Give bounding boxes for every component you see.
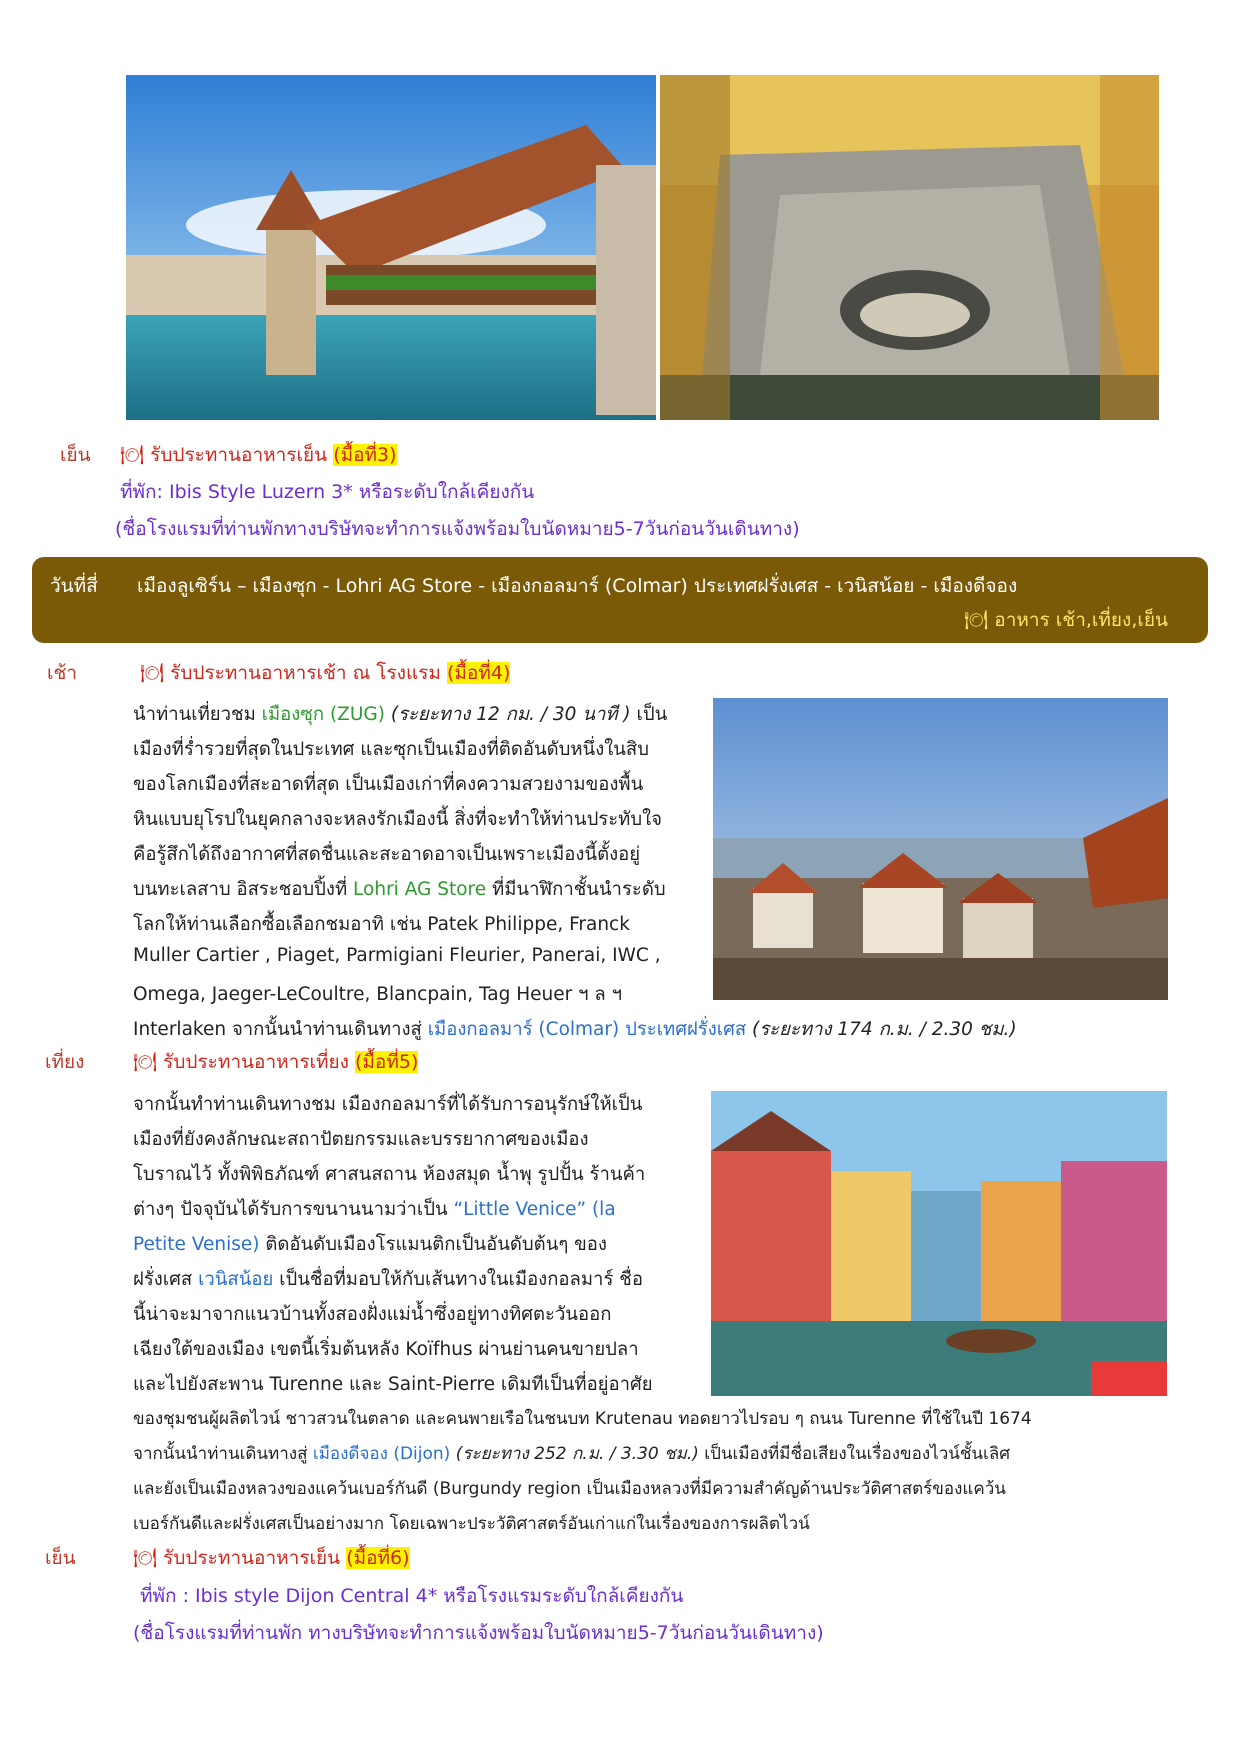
colmar-line-13: เบอร์กันดีและฝรั่งเศสเป็นอย่างมาก โดยเฉพาะประวัติศาสตร์อันเก่าแก่ในเรื่องของการผลิตไวน์ — [133, 1514, 810, 1534]
zug-line-4: หินแบบยุโรปในยุคกลางจะหลงรักเมืองนี้ สิ่งที่จะทำให้ท่านประทับใจ — [133, 809, 662, 830]
meal-number: (มื้อที่4) — [447, 662, 511, 684]
hotel-info: ที่พัก: Ibis Style Luzern 3* หรือระดับใกล้เคียงกัน — [120, 481, 535, 503]
zug-line-7: โลกให้ท่านเลือกซื้อเลือกชมอาทิ เช่น Patek Philippe, Franck — [133, 914, 630, 935]
text: ติดอันดับเมืองโรแมนติกเป็นอันดับต้นๆ ของ — [265, 1234, 607, 1255]
dinner-meal — [120, 440, 397, 470]
text: เป็นชื่อที่มอบให้กับเส้นทางในเมืองกอลมาร์ ชื่อ — [279, 1269, 643, 1290]
place-dijon: เมืองดีจอง (Dijon) — [312, 1444, 451, 1464]
zug-line-3: ของโลกเมืองที่สะอาดที่สุด เป็นเมืองเก่าที่คงความสวยงามของพื้น — [133, 774, 644, 795]
dinner-label: เย็น — [60, 444, 91, 466]
colmar-line-8: เฉียงใต้ของเมือง เขตนี้เริ่มต้นหลัง Koïfhus ผ่านย่านคนขายปลา — [133, 1339, 639, 1360]
text: เป็น — [636, 704, 668, 725]
text: ฝรั่งเศส — [133, 1269, 193, 1290]
text: Interlaken จากนั้นนำท่านเดินทางสู่ — [133, 1019, 422, 1040]
day-meals: 🍽 อาหาร เช้า,เที่ยง,เย็น — [964, 609, 1168, 631]
zug-line-8: Muller Cartier , Piaget, Parmigiani Fleurier, Panerai, IWC , — [133, 945, 661, 966]
text: เป็นเมืองที่มีชื่อเสียงในเรื่องของไวน์ชั้นเลิศ — [704, 1444, 1011, 1464]
lunch-label: เที่ยง — [45, 1051, 85, 1073]
text: นำท่านเที่ยวชม — [133, 704, 256, 725]
colmar-line-6 — [133, 1265, 643, 1294]
little-venice-thai: เวนิสน้อย — [198, 1269, 274, 1290]
zug-line-1 — [133, 700, 696, 729]
zug-line-2: เมืองที่ร่ำรวยที่สุดในประเทศ และซุกเป็นเมืองที่ติดอันดับหนึ่งในสิบ — [133, 739, 649, 760]
petite-venise: Petite Venise) — [133, 1234, 260, 1255]
lion-monument-photo — [660, 75, 1159, 420]
day-route: เมืองลูเซิร์น – เมืองซุก - Lohri AG Store - เมืองกอลมาร์ (Colmar) ประเทศฝรั่งเศส - เวนิสน้อย - เมืองดีจอง — [137, 575, 1018, 597]
dish-icon: 🍽 — [133, 1051, 158, 1073]
colmar-canal-photo — [711, 1091, 1167, 1396]
zug-line-5: คือรู้สึกได้ถึงอากาศที่สดชื่นและสะอาดอาจเป็นเพราะเมืองนี้ตั้งอยู่ — [133, 844, 641, 865]
colmar-line-1: จากนั้นทำท่านเดินทางชม เมืองกอลมาร์ที่ได้รับการอนุรักษ์ให้เป็น — [133, 1094, 643, 1115]
meal-number: (มื้อที่5) — [355, 1051, 419, 1073]
colmar-line-5 — [133, 1230, 607, 1259]
breakfast-label: เช้า — [47, 662, 78, 684]
colmar-line-2: เมืองที่ยังคงลักษณะสถาปัตยกรรมและบรรยากาศของเมือง — [133, 1129, 589, 1150]
distance: (ระยะทาง 252 ก.ม. / 3.30 ชม.) — [455, 1444, 699, 1464]
zug-line-10 — [133, 1015, 1017, 1044]
zug-line-6 — [133, 875, 666, 904]
colmar-line-11 — [133, 1440, 1010, 1467]
distance: (ระยะทาง 174 ก.ม. / 2.30 ชม.) — [752, 1019, 1017, 1040]
dinner-label-2: เย็น — [45, 1547, 76, 1569]
lunch-meal — [133, 1047, 418, 1077]
distance: (ระยะทาง 12 กม. / 30 นาที ) — [390, 704, 631, 725]
day-label: วันที่สี่ — [50, 575, 98, 597]
hotel-info-2: ที่พัก : Ibis style Dijon Central 4* หรือโรงแรมระดับใกล้เคียงกัน — [140, 1585, 684, 1607]
meal-text: รับประทานอาหารเย็น — [150, 444, 328, 466]
text: ต่างๆ ปัจจุบันได้รับการขนานนามว่าเป็น — [133, 1199, 448, 1220]
little-venice: “Little Venice” (la — [453, 1199, 616, 1220]
breakfast-meal — [140, 658, 510, 688]
dinner-meal-2 — [133, 1543, 410, 1573]
lohri-store: Lohri AG Store — [353, 879, 487, 900]
colmar-line-9: และไปยังสะพาน Turenne และ Saint-Pierre เดิมทีเป็นที่อยู่อาศัย — [133, 1374, 653, 1395]
text: บนทะเลสาบ อิสระชอบปิ้งที่ — [133, 879, 348, 900]
dish-icon: 🍽 — [133, 1547, 158, 1569]
zug-line-9: Omega, Jaeger-LeCoultre, Blancpain, Tag Heuer ฯ ล ฯ — [133, 984, 622, 1005]
colmar-line-12: และยังเป็นเมืองหลวงของแคว้นเบอร์กันดี (Burgundy region เป็นเมืองหลวงที่มีความสำคัญด้านประวัติศาสตร์ของแคว้น — [133, 1479, 1006, 1499]
zug-town-photo — [713, 698, 1168, 1000]
colmar-line-10: ของชุมชนผู้ผลิตไวน์ ชาวสวนในตลาด และคนพายเรือในชนบท Krutenau ทอดยาวไปรอบ ๆ ถนน Turenne ที่ใช้ในปี 1674 — [133, 1409, 1032, 1429]
meal-number: (มื้อที่3) — [333, 444, 397, 466]
colmar-line-3: โบราณไว้ ทั้งพิพิธภัณฑ์ ศาสนสถาน ห้องสมุด น้ำพุ รูปปั้น ร้านค้า — [133, 1164, 646, 1185]
day-banner — [32, 557, 1208, 643]
colmar-line-7: นี้น่าจะมาจากแนวบ้านทั้งสองฝั่งแม่น้ำซึ่งอยู่ทางทิศตะวันออก — [133, 1304, 612, 1325]
place-zug: เมืองซุก (ZUG) — [261, 704, 385, 725]
dish-icon: 🍽 — [140, 662, 165, 684]
meal-number: (มื้อที่6) — [346, 1547, 410, 1569]
hotel-note-2: (ชื่อโรงแรมที่ท่านพัก ทางบริษัทจะทำการแจ้งพร้อมใบนัดหมาย5-7วันก่อนวันเดินทาง) — [133, 1622, 824, 1644]
hotel-note: (ชื่อโรงแรมที่ท่านพักทางบริษัทจะทำการแจ้งพร้อมใบนัดหมาย5-7วันก่อนวันเดินทาง) — [115, 518, 800, 540]
dish-icon: 🍽 — [120, 444, 145, 466]
meal-text: รับประทานอาหารเที่ยง — [163, 1051, 349, 1073]
meal-text: รับประทานอาหารเช้า ณ โรงแรม — [170, 662, 441, 684]
colmar-line-4 — [133, 1195, 616, 1224]
meal-text: รับประทานอาหารเย็น — [163, 1547, 341, 1569]
chapel-bridge-photo — [126, 75, 656, 420]
text: จากนั้นนำท่านเดินทางสู่ — [133, 1444, 308, 1464]
place-colmar: เมืองกอลมาร์ (Colmar) ประเทศฝรั่งเศส — [427, 1019, 747, 1040]
text: ที่มีนาฬิกาชั้นนำระดับ — [492, 879, 666, 900]
